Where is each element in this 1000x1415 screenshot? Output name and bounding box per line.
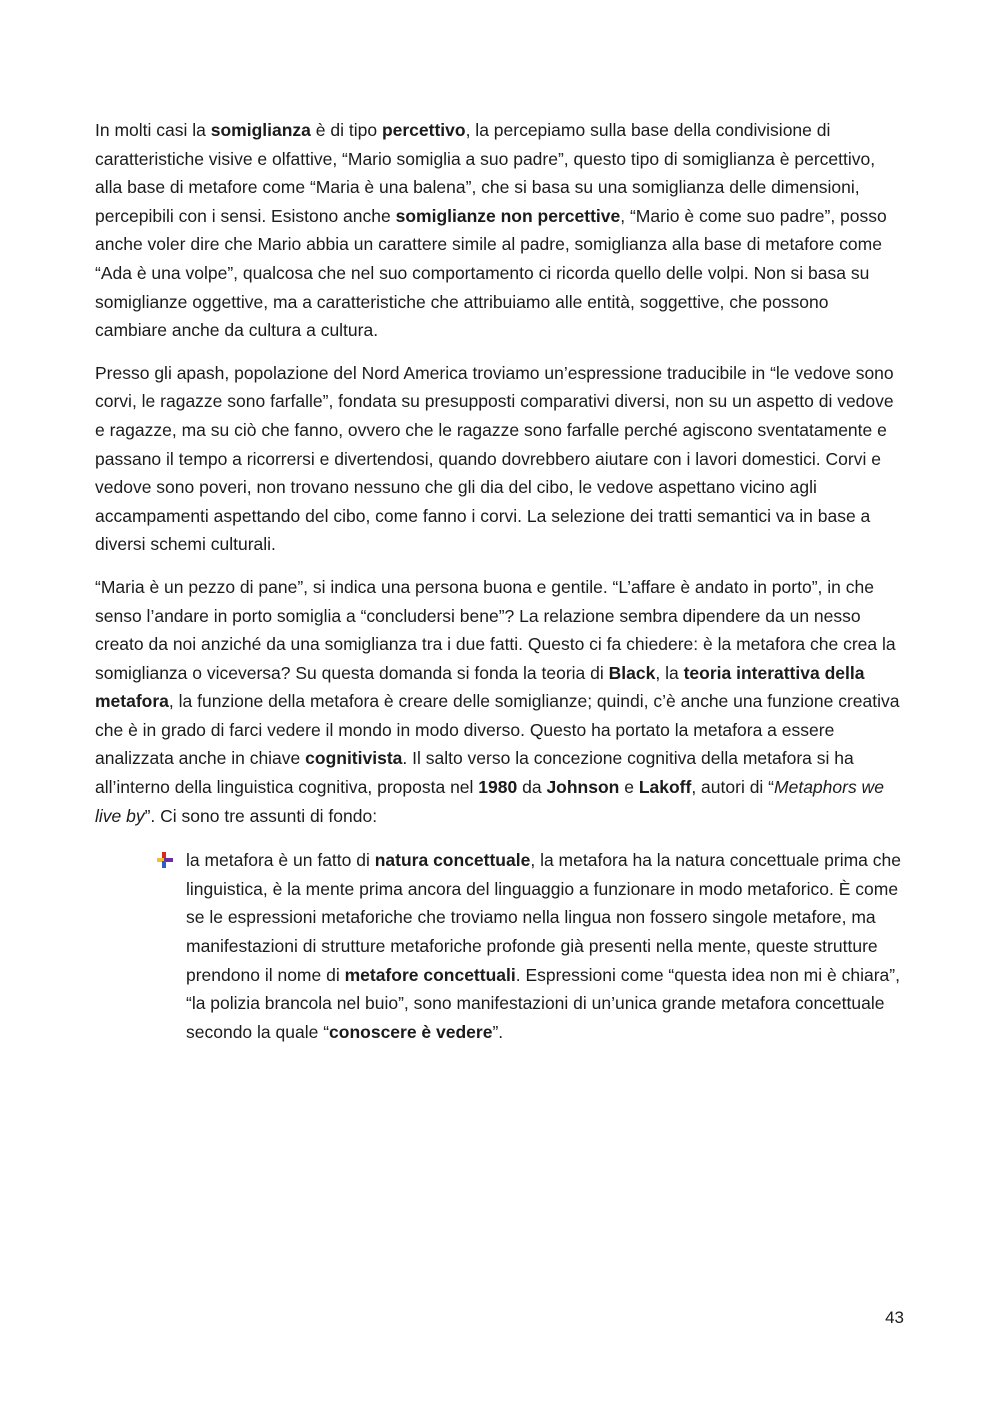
paragraph-apash (95, 359, 905, 559)
bold-term: natura concettuale (374, 850, 531, 871)
bullet-item-natura-concettuale (95, 846, 905, 1046)
bold-term: somiglianza (210, 120, 311, 140)
paragraph-teoria-interattiva (95, 573, 905, 830)
bold-term: somiglianze non percettive (395, 205, 621, 226)
bold-term: percettivo (381, 120, 466, 140)
text-run: , la (655, 662, 684, 683)
bold-term: Lakoff (638, 777, 692, 798)
text-run: . Il salto verso la concezione cognitiva della metafora si ha all’interno della linguistica cognitiva, proposta nel (95, 748, 854, 798)
text-run: “Maria è un pezzo di pane”, si indica una persona buona e gentile. “L’affare è andato in porto”, in che senso l’andare in porto somiglia a “concludersi bene”? La relazione sembra dipendere da un nesso creato da noi anziché da una somiglianza tra i due fatti. Questo ci fa chiedere: è la metafora che crea la somiglianza o viceversa? Su questa domanda si fonda la teoria di (95, 576, 896, 683)
bold-term: cognitivista (305, 748, 403, 769)
italic-title: Metaphors we live by (95, 777, 884, 826)
bullet-text (186, 846, 905, 1046)
text-run: , la percepiamo sulla base della condivisione di caratteristiche visive e olfattive, “Mario somiglia a suo padre”, questo tipo di somiglianza è percettivo, alla base di metafore come “Maria è una balena”, che si basa su una somiglianza delle dimensioni, percepibili con i sensi. Esistono anche (95, 120, 876, 226)
text-run: , la funzione della metafora è creare delle somiglianze; quindi, c’è anche una funzione creativa che è in grado di farci vedere il mondo in modo diverso. Questo ha portato la metafora a essere analizzata anche in chiave (95, 691, 900, 769)
text-run: è di tipo (310, 120, 382, 140)
text-run: , la metafora ha la natura concettuale prima che linguistica, è la mente prima ancora del linguaggio a funzionare in modo metaforico. È come se le espressioni metaforiche che troviamo nella lingua non fossero singole metafore, ma manifestazioni di strutture metaforiche profonde già presenti nella mente, queste strutture prendono il nome di (186, 850, 901, 985)
text-run: ”. Ci sono tre assunti di fondo: (144, 805, 378, 826)
text-run: Presso gli apash, popolazione del Nord America troviamo un’espressione traducibile in “le vedove sono corvi, le ragazze sono farfalle”, fondata su presupposti comparativi diversi, non su un aspetto di vedove e ragazze, ma su ciò che fanno, ovvero che le ragazze sono farfalle perché agiscono sventatamente e passano il tempo a ricorrersi e divertendosi, quando dovrebbero aiutare con i lavori domestici. Corvi e vedove sono poveri, non trovano nessuno che gli dia del cibo, le vedove aspettano vicino agli accampamenti aspettando del cibo, come fanno i corvi. La selezione dei tratti semantici va in base a diversi schemi culturali. (95, 362, 894, 555)
bold-term: metafore concettuali (344, 964, 516, 985)
paragraph-somiglianza (95, 116, 905, 345)
bold-term: teoria interattiva della metafora (95, 662, 865, 712)
text-run: ”. (492, 1021, 504, 1042)
bold-term: Johnson (546, 777, 620, 798)
bold-term: Black (608, 662, 656, 683)
text-run: da (517, 777, 547, 798)
text-run: . Espressioni come “questa idea non mi è chiara”, “la polizia brancola nel buio”, sono manifestazioni di un’unica grande metafora concettuale secondo la quale “ (186, 964, 900, 1042)
text-run: In molti casi la (95, 120, 211, 140)
page-number: 43 (885, 1308, 904, 1327)
text-run: , “Mario è come suo padre”, posso anche voler dire che Mario abbia un carattere simile al padre, somiglianza alla base di metafore come “Ada è una volpe”, qualcosa che nel suo comportamento ci ricorda quello delle volpi. Non si basa su somiglianze oggettive, ma a caratteristiche che attribuiamo alle entità, soggettive, che possono cambiare anche da cultura a cultura. (95, 205, 887, 341)
document-body (95, 116, 905, 1046)
colorful-square-bullet-icon (157, 852, 173, 868)
bold-term: conoscere è vedere (329, 1021, 493, 1042)
bold-term: 1980 (478, 777, 518, 798)
text-run: , autori di “ (691, 777, 775, 798)
text-run: la metafora è un fatto di (186, 850, 375, 871)
text-run: e (619, 777, 639, 798)
